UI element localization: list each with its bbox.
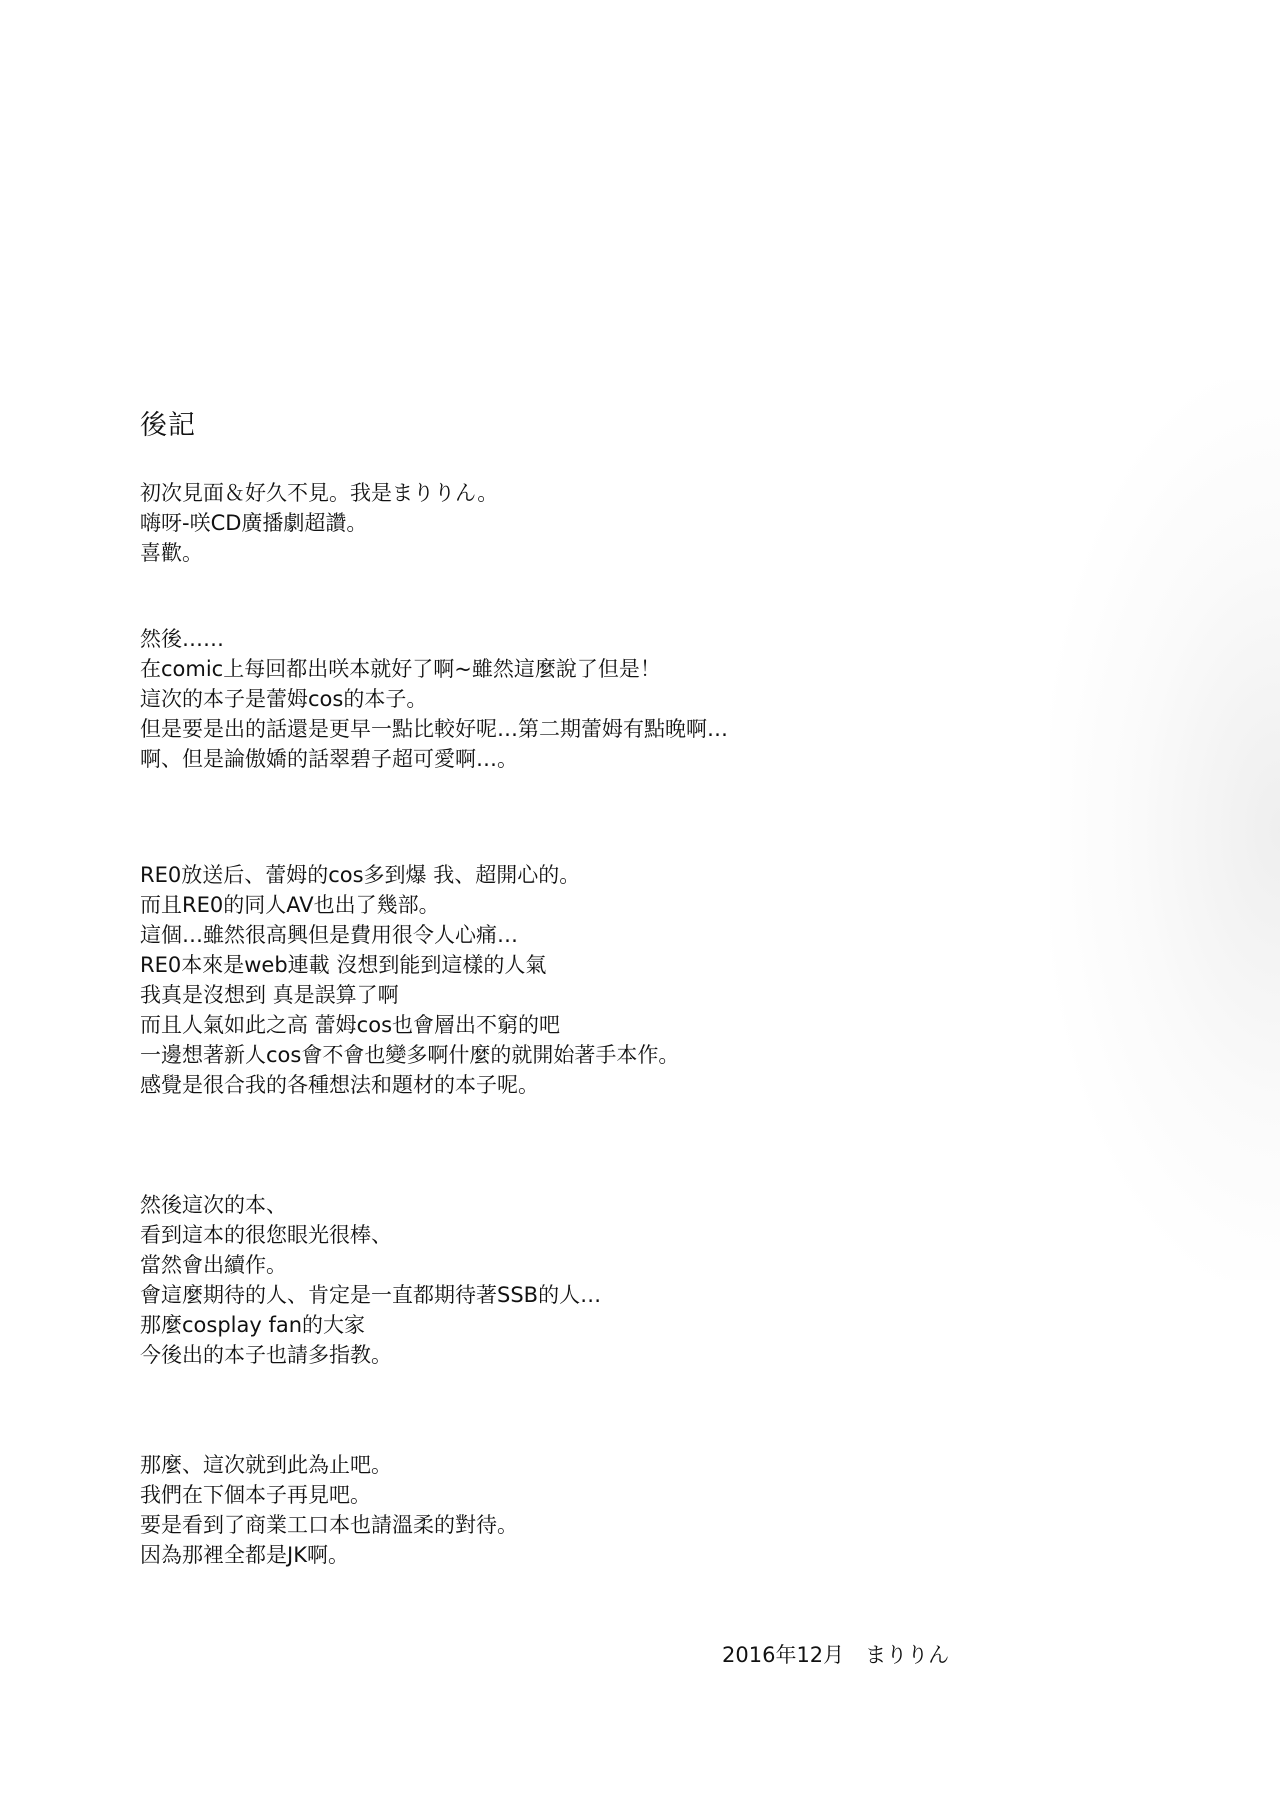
text-line: 初次見面＆好久不見。我是まりりん。 <box>140 481 499 505</box>
paragraph-greeting <box>140 478 498 568</box>
scan-shading <box>1050 380 1280 1280</box>
text-line: 我真是沒想到 真是誤算了啊 <box>140 983 399 1007</box>
text-line: 要是看到了商業工口本也請溫柔的對待。 <box>140 1513 518 1537</box>
paragraph-farewell <box>140 1450 518 1570</box>
text-line: 然後…… <box>140 627 224 651</box>
text-line: 然後這次的本、 <box>140 1193 287 1217</box>
text-line: 那麼cosplay fan的大家 <box>140 1313 366 1337</box>
text-line: 而且RE0的同人AV也出了幾部。 <box>140 893 440 917</box>
text-line: 但是要是出的話還是更早一點比較好呢…第二期蕾姆有點晚啊… <box>140 717 728 741</box>
text-line: 而且人氣如此之高 蕾姆cos也會層出不窮的吧 <box>140 1013 561 1037</box>
text-line: 喜歡。 <box>140 541 203 565</box>
text-line: 一邊想著新人cos會不會也變多啊什麼的就開始著手本作。 <box>140 1043 680 1067</box>
text-line: 那麼、這次就到此為止吧。 <box>140 1453 392 1477</box>
afterword-title: 後記 <box>140 410 196 441</box>
text-line: RE0放送后、蕾姆的cos多到爆 我、超開心的。 <box>140 863 581 887</box>
text-line: 感覺是很合我的各種想法和題材的本子呢。 <box>140 1073 539 1097</box>
text-line: 我們在下個本子再見吧。 <box>140 1483 371 1507</box>
text-line: 這個…雖然很高興但是費用很令人心痛… <box>140 923 518 947</box>
signature-date-author: 2016年12月 まりりん <box>722 1643 950 1667</box>
paragraph-sequel <box>140 1190 601 1370</box>
text-line: 看到這本的很您眼光很棒、 <box>140 1223 392 1247</box>
paragraph-comic <box>140 624 728 774</box>
text-line: 這次的本子是蕾姆cos的本子。 <box>140 687 428 711</box>
text-line: 因為那裡全都是JK啊。 <box>140 1543 349 1567</box>
text-line: 會這麼期待的人、肯定是一直都期待著SSB的人… <box>140 1283 602 1307</box>
text-line: 啊、但是論傲嬌的話翠碧子超可愛啊…。 <box>140 747 518 771</box>
text-line: 當然會出續作。 <box>140 1253 287 1277</box>
text-line: RE0本來是web連載 沒想到能到這樣的人氣 <box>140 953 547 977</box>
text-line: 今後出的本子也請多指教。 <box>140 1343 392 1367</box>
text-line: 在comic上每回都出咲本就好了啊~雖然這麼說了但是！ <box>140 657 661 681</box>
text-line: 嗨呀-咲CD廣播劇超讚。 <box>140 511 368 535</box>
paragraph-re0 <box>140 860 679 1100</box>
